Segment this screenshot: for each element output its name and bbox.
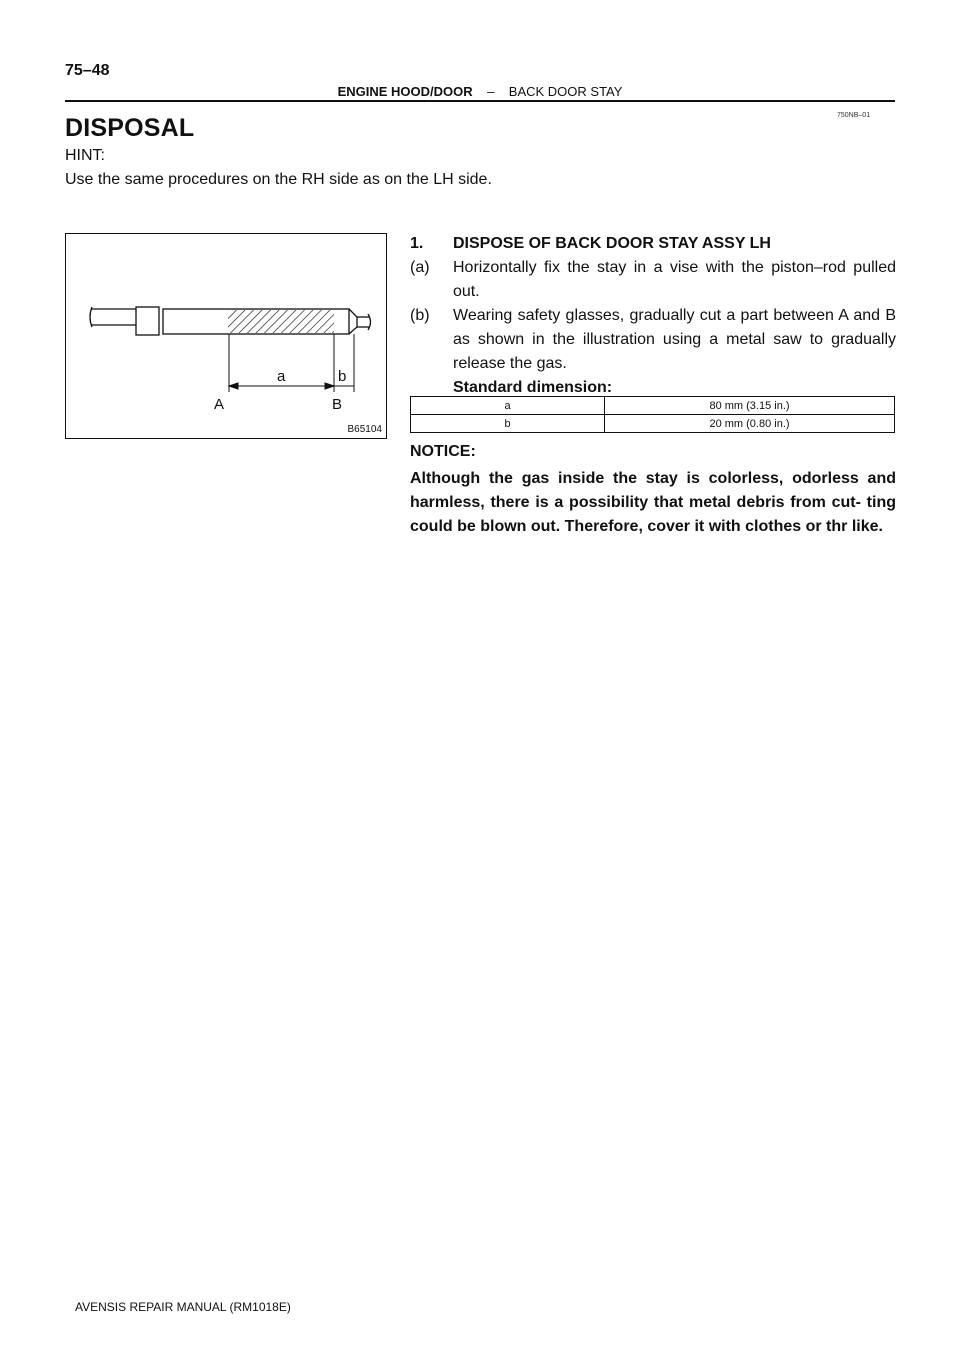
header-section: ENGINE HOOD/DOOR [337, 84, 473, 99]
standard-dimension-table [410, 396, 895, 433]
dimension-label-a: a [277, 368, 286, 385]
hint-text: Use the same procedures on the RH side as on the LH side. [65, 171, 492, 188]
table-cell-dimension: a [411, 397, 605, 415]
point-label-A: A [214, 396, 225, 413]
table-row [411, 415, 895, 433]
table-row [411, 397, 895, 415]
table-cell-dimension: b [411, 415, 605, 433]
item-text: Horizontally fix the stay in a vise with the piston–rod pulled out. [453, 259, 896, 300]
figure-code: B65104 [347, 424, 382, 435]
header-subsection: BACK DOOR STAY [508, 84, 623, 99]
item-label: (b) [410, 307, 430, 324]
step-number: 1. [410, 235, 424, 252]
header-separator: – [487, 84, 495, 99]
notice-text: Although the gas inside the stay is colorless, odorless and harmless, there is a possibility that metal debris from cut- ting could be blown out. Therefore, cover it with clothes or thr like. [410, 470, 896, 535]
step-title: DISPOSE OF BACK DOOR STAY ASSY LH [453, 235, 771, 252]
header-rule [65, 100, 895, 102]
instruction-item [410, 256, 896, 304]
illustration-frame [65, 233, 387, 439]
page-number: 75–48 [65, 62, 110, 79]
cut-zone-hatch [228, 310, 334, 333]
table-cell-value: 80 mm (3.15 in.) [605, 397, 895, 415]
instruction-item [410, 304, 896, 400]
running-header [65, 84, 895, 99]
page-title: DISPOSAL [65, 114, 195, 142]
item-text: Wearing safety glasses, gradually cut a part between A and B as shown in the illustration using a metal saw to gradually release the gas. [453, 307, 896, 372]
hint-label: HINT: [65, 147, 105, 164]
item-label: (a) [410, 259, 430, 276]
notice-label: NOTICE: [410, 443, 476, 460]
page-footer: AVENSIS REPAIR MANUAL (RM1018E) [75, 1300, 291, 1314]
standard-dimension-label: Standard dimension: [453, 379, 613, 396]
point-label-B: B [332, 396, 343, 413]
document-code: 750NB–01 [837, 112, 871, 119]
table-cell-value: 20 mm (0.80 in.) [605, 415, 895, 433]
dimension-label-b: b [338, 368, 347, 385]
